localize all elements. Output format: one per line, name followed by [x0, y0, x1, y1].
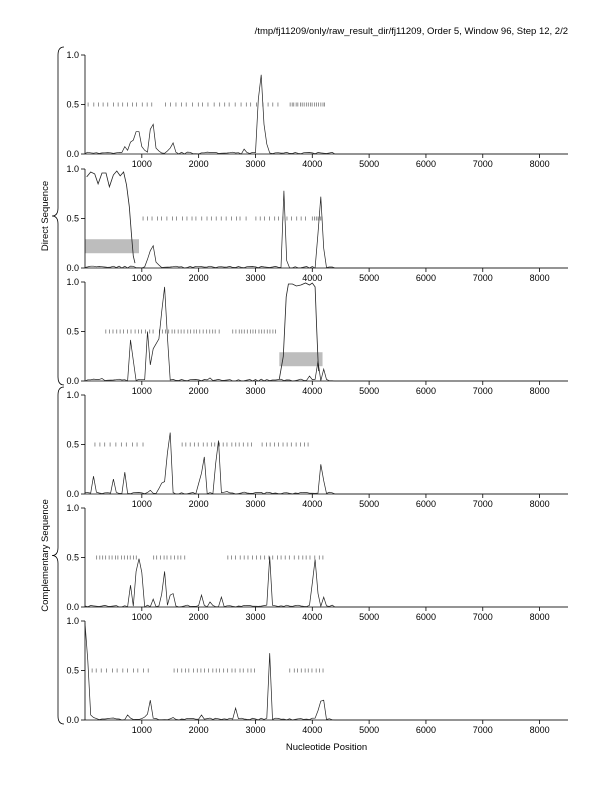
y-tick-label: 0.0	[66, 149, 79, 159]
x-tick-label: 5000	[359, 273, 380, 283]
y-tick-label: 1.0	[66, 390, 79, 400]
y-tick-label: 1.0	[66, 50, 79, 60]
panel-3	[66, 277, 568, 396]
x-tick-label: 7000	[472, 612, 493, 622]
x-tick-label: 2000	[188, 273, 209, 283]
x-tick-label: 6000	[415, 499, 436, 509]
y-tick-label: 0.5	[66, 213, 79, 224]
x-tick-label: 3000	[245, 499, 266, 509]
y-tick-label: 0.0	[66, 263, 79, 273]
x-tick-label: 1000	[131, 273, 152, 283]
x-tick-label: 2000	[188, 386, 209, 396]
panel-5	[66, 503, 568, 622]
group-label: Complementary Sequence	[40, 499, 51, 612]
x-tick-label: 8000	[529, 612, 550, 622]
x-tick-label: 4000	[302, 159, 323, 169]
y-tick-label: 0.5	[66, 326, 79, 337]
probability-series-line	[85, 623, 568, 720]
x-tick-label: 7000	[472, 725, 493, 735]
x-tick-label: 2000	[188, 612, 209, 622]
x-tick-label: 5000	[359, 612, 380, 622]
x-tick-label: 6000	[415, 273, 436, 283]
x-tick-label: 3000	[245, 612, 266, 622]
panel-1	[66, 50, 568, 169]
x-tick-label: 8000	[529, 159, 550, 169]
y-tick-label: 0.0	[66, 602, 79, 612]
x-tick-label: 4000	[302, 273, 323, 283]
panel-4	[66, 390, 568, 509]
y-tick-label: 1.0	[66, 503, 79, 513]
x-tick-label: 7000	[472, 273, 493, 283]
panel-2	[66, 164, 568, 283]
x-tick-label: 6000	[415, 159, 436, 169]
x-tick-label: 1000	[131, 725, 152, 735]
probability-series-line	[85, 287, 568, 381]
x-tick-label: 2000	[188, 725, 209, 735]
x-tick-label: 4000	[302, 612, 323, 622]
x-tick-label: 4000	[302, 499, 323, 509]
y-tick-label: 1.0	[66, 164, 79, 174]
x-tick-label: 5000	[359, 725, 380, 735]
header-path-label: /tmp/fj11209/only/raw_result_dir/fj11209, Order 5, Window 96, Step 12, 2/2	[254, 26, 568, 37]
probability-series-line	[85, 433, 568, 494]
group-brace	[52, 387, 64, 724]
y-tick-label: 0.0	[66, 489, 79, 499]
x-tick-label: 2000	[188, 499, 209, 509]
x-tick-label: 4000	[302, 386, 323, 396]
probability-series-line	[85, 75, 568, 154]
y-tick-label: 0.5	[66, 99, 79, 110]
x-tick-label: 8000	[529, 386, 550, 396]
x-tick-label: 7000	[472, 159, 493, 169]
x-tick-label: 3000	[245, 386, 266, 396]
x-tick-label: 6000	[415, 386, 436, 396]
x-axis-label: Nucleotide Position	[285, 742, 368, 753]
x-tick-label: 2000	[188, 159, 209, 169]
region-bar	[85, 239, 139, 253]
x-tick-label: 1000	[131, 386, 152, 396]
group-brace	[52, 47, 64, 385]
x-tick-label: 1000	[131, 612, 152, 622]
x-tick-label: 6000	[415, 612, 436, 622]
y-tick-label: 0.5	[66, 665, 79, 676]
y-tick-label: 1.0	[66, 277, 79, 287]
y-tick-label: 1.0	[66, 616, 79, 626]
x-tick-label: 5000	[359, 499, 380, 509]
x-tick-label: 1000	[131, 159, 152, 169]
x-tick-label: 3000	[245, 725, 266, 735]
x-tick-label: 6000	[415, 725, 436, 735]
probability-series-line	[85, 191, 568, 268]
x-tick-label: 8000	[529, 273, 550, 283]
x-tick-label: 7000	[472, 386, 493, 396]
region-bar	[279, 352, 322, 366]
y-tick-label: 0.5	[66, 439, 79, 450]
x-tick-label: 3000	[245, 159, 266, 169]
y-tick-label: 0.0	[66, 376, 79, 386]
x-tick-label: 8000	[529, 499, 550, 509]
group-label: Direct Sequence	[40, 180, 51, 252]
x-tick-label: 5000	[359, 386, 380, 396]
x-tick-label: 3000	[245, 273, 266, 283]
x-tick-label: 5000	[359, 159, 380, 169]
x-tick-label: 1000	[131, 499, 152, 509]
probability-series-line	[85, 557, 568, 608]
panel-6	[66, 616, 568, 735]
y-tick-label: 0.0	[66, 715, 79, 725]
x-tick-label: 7000	[472, 499, 493, 509]
y-tick-label: 0.5	[66, 552, 79, 563]
x-tick-label: 4000	[302, 725, 323, 735]
x-tick-label: 8000	[529, 725, 550, 735]
